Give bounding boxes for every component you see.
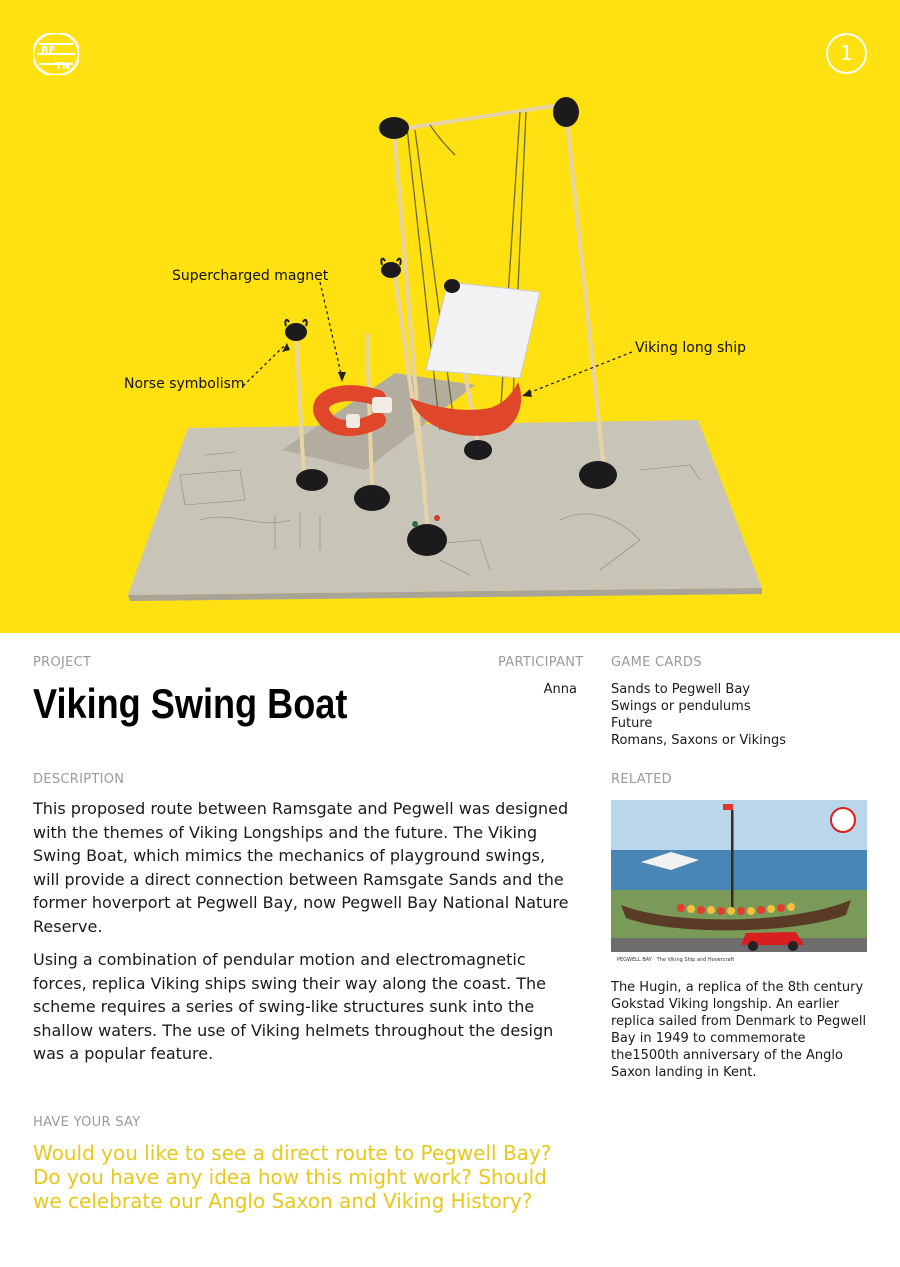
callout-norse-symbolism: Norse symbolism [124,376,245,392]
cardboard-base [128,420,762,595]
related-caption: The Hugin, a replica of the 8th century Gokstad Viking longship. An earlier replica sailed from Denmark to Pegwell Bay in 1949 to commemorate the1500th anniversary of the Anglo Saxon landing in Kent. [611,980,867,1080]
related-postcard-image [611,800,867,964]
svg-text:RF: RF [41,45,56,56]
participant-name: Anna [543,682,577,697]
description-paragraph: Using a combination of pendular motion and electromagnetic forces, replica Viking ships swing their way along the coast. The scheme requires a series of swing-like structures sunk into the shallow waters. The use of Viking helmets throughout the design was a popular feature. [33,950,554,1063]
description-paragraph: This proposed route between Ramsgate and Pegwell was designed with the themes of Viking Longships and the future. The Viking Swing Boat, which mimics the mechanics of playground swings, will provide a direct connection between Ramsgate Sands and the former hoverport at Pegwell Bay, now Pegwell Bay National Nature Reserve. [33,799,569,936]
svg-text:TN: TN [55,61,71,72]
game-card-item: Sands to Pegwell Bay [611,682,750,697]
have-your-say-label: HAVE YOUR SAY [33,1115,141,1130]
project-title: Viking Swing Boat [33,680,348,727]
participant-label: PARTICIPANT [498,655,584,670]
sail [426,282,540,378]
game-card-item: Swings or pendulums [611,699,751,714]
postcard-caption: PEGWELL BAY · The Viking Ship and Hovercraft [617,957,735,963]
callout-viking-long-ship: Viking long ship [635,340,746,356]
model-photo [0,0,900,633]
have-your-say-text: Would you like to see a direct route to Pegwell Bay? Do you have any idea how this might work? Should we celebrate our Anglo Saxon and Viking History? [33,1141,552,1213]
game-cards-label: GAME CARDS [611,655,702,670]
game-cards-list [611,681,786,749]
page-number: 1 [826,33,867,74]
callout-supercharged-magnet: Supercharged magnet [172,268,329,284]
game-card-item: Future [611,716,653,731]
project-label: PROJECT [33,655,92,670]
description-label: DESCRIPTION [33,772,125,787]
game-card-item: Romans, Saxons or Vikings [611,733,786,748]
hero-banner [0,0,900,633]
related-label: RELATED [611,772,672,787]
description-body [33,797,573,1076]
